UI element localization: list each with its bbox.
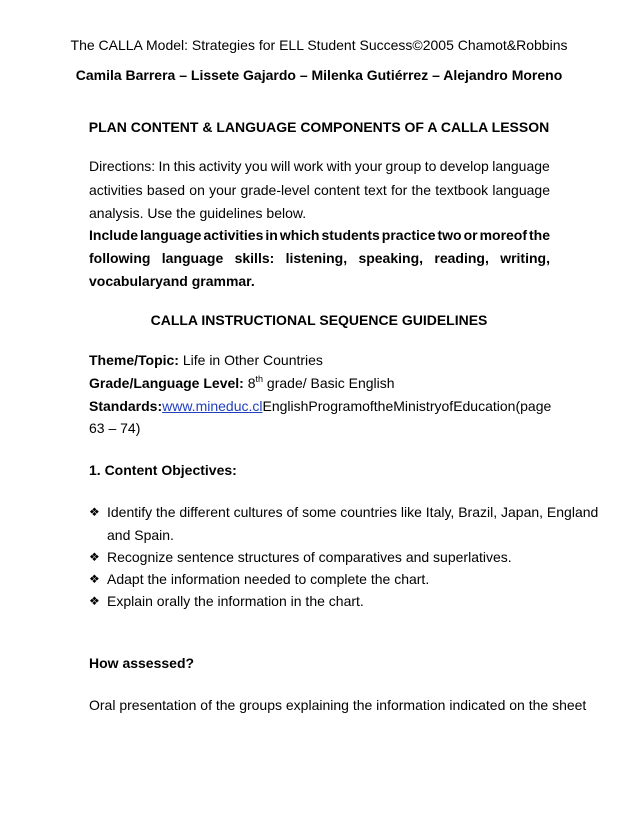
word: speaking, xyxy=(358,250,424,266)
word: to xyxy=(424,158,437,174)
word: you xyxy=(244,158,268,174)
word: content xyxy=(314,182,360,198)
word: language xyxy=(140,227,202,243)
word: Program xyxy=(308,398,363,414)
word: your xyxy=(209,182,237,198)
word: in xyxy=(265,227,278,243)
word: for xyxy=(390,182,408,198)
word: of xyxy=(441,398,454,414)
word: Include xyxy=(89,227,139,243)
directions-line-3: analysis. Use the guidelines below. xyxy=(89,205,307,221)
word: Ministry xyxy=(393,398,442,414)
how-assessed-heading: How assessed? xyxy=(89,655,195,671)
word: skills: xyxy=(234,250,275,266)
word: on xyxy=(189,182,205,198)
word: based xyxy=(146,182,186,198)
objective-item-continued: and Spain. xyxy=(107,527,174,543)
directions-line-2 xyxy=(89,181,550,199)
diamond-bullet-icon: ❖ xyxy=(89,594,100,608)
word: the xyxy=(529,227,550,243)
word: the xyxy=(373,398,394,414)
theme-value: Life in Other Countries xyxy=(178,352,323,368)
assessment-text: Oral presentation of the groups explaining the information indicated on the sheet xyxy=(89,697,587,713)
diamond-bullet-icon: ❖ xyxy=(89,550,100,564)
word: language xyxy=(492,182,550,198)
word: text xyxy=(364,182,387,198)
standards-link[interactable]: www.mineduc.cl xyxy=(162,398,263,414)
theme-topic xyxy=(89,351,323,369)
word: reading, xyxy=(434,250,489,266)
diamond-bullet-icon: ❖ xyxy=(89,505,100,519)
section-title: CALLA INSTRUCTIONAL SEQUENCE GUIDELINES xyxy=(150,312,488,328)
running-title: The CALLA Model: Strategies for ELL Student Success©2005 Chamot&Robbins xyxy=(70,37,568,53)
word: work xyxy=(293,158,324,174)
word: develop xyxy=(439,158,489,174)
standards-label: Standards: xyxy=(89,398,163,414)
standards-lead xyxy=(89,397,263,415)
grade-label: Grade/Language Level: xyxy=(89,375,244,391)
word: In xyxy=(158,158,171,174)
diamond-bullet-icon: ❖ xyxy=(89,572,100,586)
objective-item: Explain orally the information in the chart. xyxy=(107,593,364,609)
word: this xyxy=(173,158,196,174)
word: language xyxy=(492,158,550,174)
include-line-2 xyxy=(89,249,550,267)
word: activities xyxy=(203,227,264,243)
objective-item: Adapt the information needed to complete the chart. xyxy=(107,571,430,587)
word: practice xyxy=(381,227,436,243)
word: English xyxy=(262,398,309,414)
word: textbook xyxy=(435,182,489,198)
word: grade-level xyxy=(240,182,310,198)
standards-line-2: 63 – 74) xyxy=(89,420,141,436)
word: language xyxy=(161,250,224,266)
word: or xyxy=(463,227,478,243)
lesson-title: PLAN CONTENT & LANGUAGE COMPONENTS OF A CALLA LESSON xyxy=(88,119,550,135)
word: which xyxy=(279,227,320,243)
include-line-3: vocabularyand grammar. xyxy=(89,273,255,289)
authors-line: Camila Barrera – Lissete Gajardo – Milenka Gutiérrez – Alejandro Moreno xyxy=(75,67,563,83)
word: activities xyxy=(89,182,143,198)
word: following xyxy=(89,250,151,266)
objective-item: Recognize sentence structures of comparatives and superlatives. xyxy=(107,549,512,565)
word: (page xyxy=(515,398,552,414)
word: with xyxy=(326,158,352,174)
word: listening, xyxy=(285,250,348,266)
standards-line-1 xyxy=(89,397,550,415)
word: will xyxy=(270,158,291,174)
word: Education xyxy=(453,398,516,414)
word: students xyxy=(321,227,380,243)
grade-value-rest: grade/ Basic English xyxy=(263,375,395,391)
word: the xyxy=(411,182,431,198)
word: activity xyxy=(198,158,242,174)
word: moreof xyxy=(479,227,528,243)
word: two xyxy=(437,227,462,243)
word: your xyxy=(354,158,383,174)
grade-value: 8 xyxy=(243,375,256,391)
word: Directions: xyxy=(89,158,156,174)
directions-line-1 xyxy=(89,157,550,175)
theme-label: Theme/Topic: xyxy=(89,352,179,368)
objective-item: Identify the different cultures of some countries like Italy, Brazil, Japan, England xyxy=(107,504,599,520)
include-line-1 xyxy=(89,226,550,244)
grade-level xyxy=(89,374,395,392)
word: group xyxy=(385,158,422,174)
content-objectives-heading: 1. Content Objectives: xyxy=(89,462,237,478)
word: of xyxy=(362,398,374,414)
word: writing, xyxy=(500,250,550,266)
grade-ordinal: th xyxy=(255,374,264,384)
